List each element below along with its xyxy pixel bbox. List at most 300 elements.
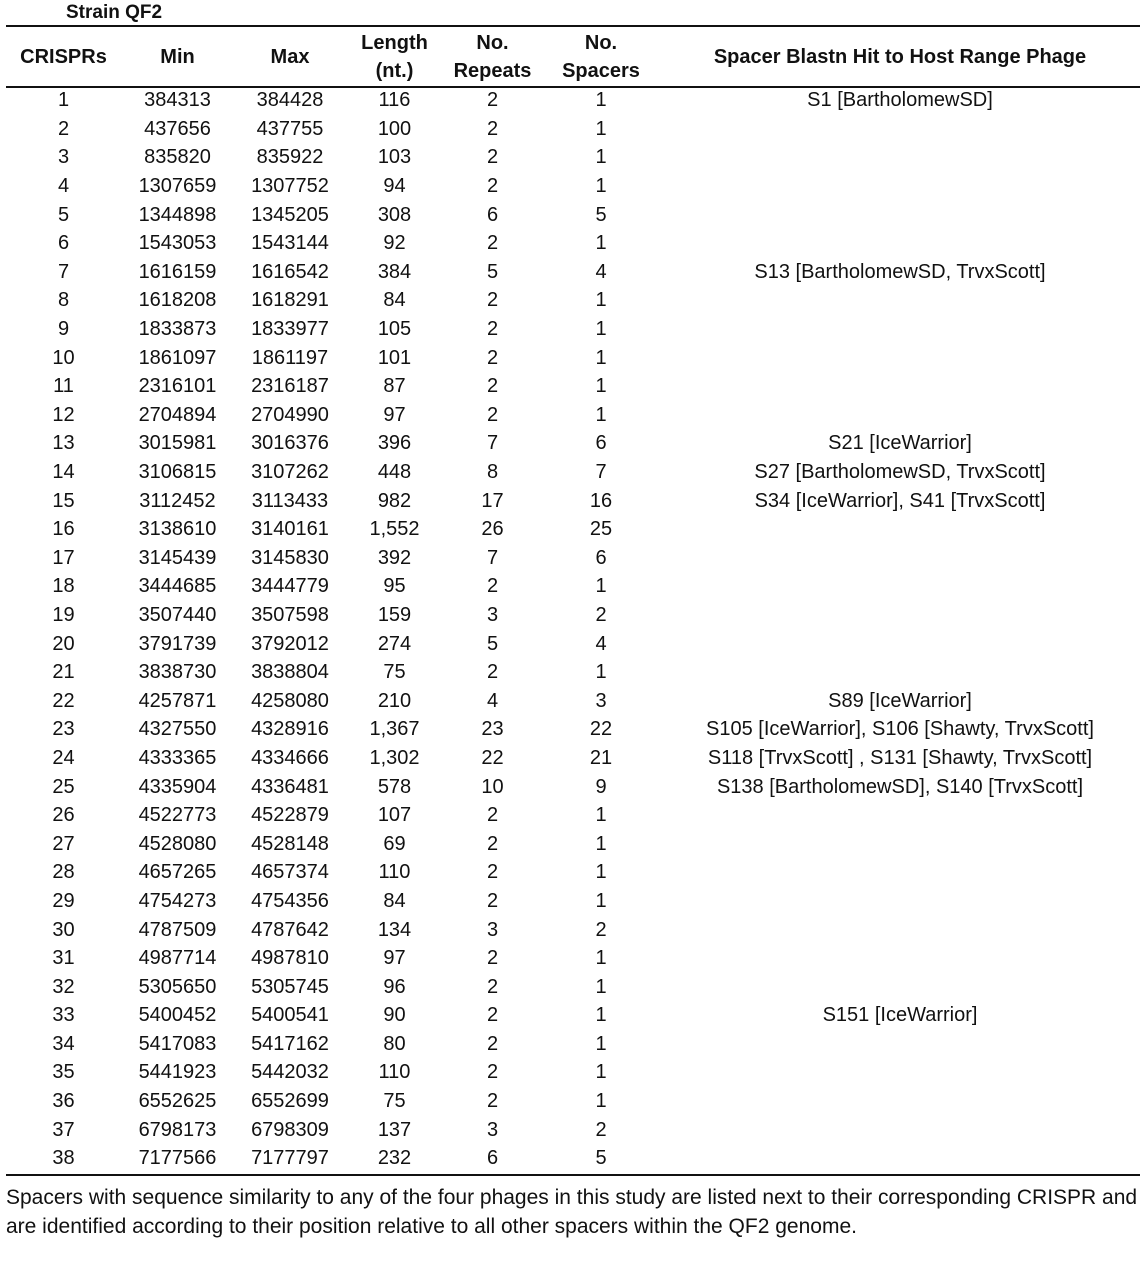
cell-spacers-count: 21 [589,746,613,769]
cell-crispr-number: 30 [52,918,75,941]
cell-max-position: 1307752 [251,175,329,198]
cell-blastn-hit [660,658,1140,687]
cell-spacers-count: 1 [595,232,607,255]
cell-repeats-count: 2 [486,861,499,884]
cell-spacers-count: 1 [595,889,607,912]
cell-length: 1,302 [369,746,420,769]
cell-repeats-count: 2 [486,289,499,312]
cell-blastn-hit [660,315,1140,344]
cell-length: 84 [383,889,406,912]
cell-max-position: 437755 [256,117,324,140]
header-crisprs: CRISPRs [20,45,107,68]
cell-crispr-number: 38 [52,1147,75,1170]
bottom-rule [6,1174,1140,1176]
cell-min-position: 835820 [144,146,211,169]
cell-min-position: 4787509 [138,918,217,941]
cell-spacers-count: 6 [595,546,607,569]
cell-length: 159 [377,603,412,626]
cell-repeats-count: 5 [486,632,499,655]
header-row [6,27,1140,86]
header-repeats [443,27,542,86]
cell-repeats-count: 2 [486,146,499,169]
cell-repeats-count: 23 [481,718,504,741]
cell-crispr-number: 7 [57,260,70,283]
cell-min-position: 3145439 [138,546,217,569]
cell-spacers-count: 1 [595,975,607,998]
cell-crispr-number: 35 [52,1061,75,1084]
cell-crispr-number: 36 [52,1090,75,1113]
cell-length: 69 [383,832,406,855]
cell-length: 308 [377,203,412,226]
cell-length: 80 [383,1032,406,1055]
footnote: Spacers with sequence similarity to any of the four phages in this study are listed next to their corresponding CRISPR and are identified according to their position relative to all other spacers within the QF2 genome. [6,1186,1138,1238]
cell-min-position: 3791739 [138,632,217,655]
cell-blastn-hit [660,1058,1140,1087]
cell-min-position: 1616159 [138,260,217,283]
table-row [6,629,1140,658]
cell-min-position: 5441923 [138,1061,217,1084]
header-length [346,27,443,86]
cell-min-position: 2316101 [138,375,217,398]
cell-spacers-count: 22 [589,718,613,741]
cell-spacers-count: 3 [595,689,607,712]
table-row [6,1030,1140,1059]
cell-spacers-count: 1 [595,575,607,598]
cell-min-position: 3838730 [138,661,217,684]
cell-max-position: 1543144 [251,232,329,255]
cell-min-position: 4657265 [138,861,217,884]
table-row [6,658,1140,687]
cell-crispr-number: 19 [52,603,75,626]
cell-min-position: 3507440 [138,603,217,626]
cell-repeats-count: 22 [481,746,504,769]
table-row [6,315,1140,344]
cell-length: 134 [377,918,412,941]
cell-blastn-hit [660,229,1140,258]
cell-blastn-hit [660,601,1140,630]
cell-max-position: 6798309 [251,1118,329,1141]
cell-crispr-number: 27 [52,832,75,855]
cell-spacers-count: 5 [595,1147,607,1170]
cell-length: 84 [383,289,406,312]
cell-length: 107 [377,804,412,827]
cell-blastn-hit: S89 [IceWarrior] [828,689,972,712]
cell-length: 274 [377,632,412,655]
cell-max-position: 384428 [256,89,324,112]
cell-repeats-count: 2 [486,1090,499,1113]
cell-blastn-hit [660,944,1140,973]
cell-blastn-hit: S13 [BartholomewSD, TrvxScott] [754,260,1046,283]
cell-repeats-count: 2 [486,804,499,827]
cell-max-position: 3107262 [251,461,329,484]
cell-crispr-number: 20 [52,632,75,655]
cell-crispr-number: 1 [57,89,70,112]
cell-max-position: 1861197 [251,346,329,369]
cell-spacers-count: 1 [595,318,607,341]
table-row [6,1144,1140,1173]
table-row [6,858,1140,887]
cell-max-position: 3016376 [251,432,329,455]
cell-length: 116 [378,89,411,112]
header-blastn-hit: Spacer Blastn Hit to Host Range Phage [713,45,1087,68]
cell-spacers-count: 1 [595,175,607,198]
cell-max-position: 3113433 [251,489,329,512]
cell-blastn-hit [660,115,1140,144]
cell-crispr-number: 4 [57,175,70,198]
cell-repeats-count: 2 [486,346,499,369]
header-length-line1: Length [361,31,428,54]
cell-spacers-count: 2 [595,918,607,941]
cell-length: 75 [383,1090,406,1113]
cell-blastn-hit: S21 [IceWarrior] [828,432,972,455]
cell-min-position: 4257871 [138,689,217,712]
cell-blastn-hit: S151 [IceWarrior] [822,1004,978,1027]
crispr-table [6,27,1140,1173]
cell-crispr-number: 2 [57,117,70,140]
cell-spacers-count: 7 [595,461,607,484]
cell-min-position: 5417083 [138,1032,217,1055]
cell-blastn-hit [660,372,1140,401]
cell-min-position: 384313 [144,89,211,112]
cell-spacers-count: 1 [595,832,607,855]
cell-blastn-hit [660,972,1140,1001]
cell-blastn-hit: S27 [BartholomewSD, TrvxScott] [754,461,1046,484]
table-row [6,115,1140,144]
cell-max-position: 4258080 [251,689,329,712]
cell-min-position: 3444685 [138,575,217,598]
header-repeats-line1: No. [476,31,509,54]
table-row [6,172,1140,201]
table-row [6,515,1140,544]
cell-repeats-count: 6 [486,203,499,226]
cell-spacers-count: 1 [595,1032,607,1055]
cell-repeats-count: 4 [486,689,499,712]
cell-spacers-count: 9 [595,775,607,798]
header-repeats-line2: Repeats [453,59,532,82]
cell-repeats-count: 6 [486,1147,499,1170]
header-spacers [542,27,660,86]
table-row [6,401,1140,430]
table-row [6,143,1140,172]
cell-min-position: 1307659 [138,175,217,198]
cell-min-position: 4335904 [138,775,217,798]
cell-repeats-count: 26 [481,518,504,541]
table-row [6,544,1140,573]
cell-min-position: 3112452 [139,489,216,512]
cell-max-position: 4334666 [251,746,329,769]
cell-length: 578 [377,775,412,798]
cell-max-position: 4328916 [251,718,329,741]
table-row [6,915,1140,944]
table-title: Strain QF2 [66,2,163,23]
cell-spacers-count: 1 [595,346,607,369]
cell-min-position: 6798173 [138,1118,217,1141]
cell-blastn-hit [660,1087,1140,1116]
cell-spacers-count: 2 [595,603,607,626]
cell-min-position: 4754273 [138,889,217,912]
table-row [6,286,1140,315]
cell-spacers-count: 5 [595,203,607,226]
cell-blastn-hit [660,858,1140,887]
cell-blastn-hit: S118 [TrvxScott] , S131 [Shawty, TrvxScott] [707,746,1093,769]
cell-max-position: 5417162 [251,1032,329,1055]
table-row [6,829,1140,858]
cell-repeats-count: 2 [486,832,499,855]
cell-repeats-count: 2 [486,375,499,398]
cell-max-position: 1345205 [251,203,329,226]
cell-max-position: 3792012 [251,632,329,655]
cell-crispr-number: 5 [57,203,70,226]
table-row [6,601,1140,630]
cell-crispr-number: 31 [52,947,75,970]
cell-length: 384 [377,260,412,283]
table-row [6,801,1140,830]
table-row [6,429,1140,458]
cell-spacers-count: 4 [595,260,607,283]
table-row [6,1115,1140,1144]
cell-spacers-count: 1 [595,117,607,140]
cell-spacers-count: 1 [595,146,607,169]
cell-blastn-hit [660,286,1140,315]
cell-blastn-hit [660,143,1140,172]
cell-length: 75 [383,661,406,684]
cell-min-position: 1543053 [138,232,217,255]
cell-spacers-count: 1 [595,375,607,398]
cell-length: 110 [378,861,411,884]
cell-repeats-count: 2 [486,175,499,198]
cell-repeats-count: 2 [486,1061,499,1084]
cell-blastn-hit [660,572,1140,601]
cell-spacers-count: 1 [595,804,607,827]
cell-spacers-count: 2 [595,1118,607,1141]
cell-max-position: 6552699 [251,1090,329,1113]
cell-spacers-count: 1 [595,1061,607,1084]
cell-min-position: 3015981 [138,432,217,455]
cell-max-position: 1616542 [251,260,329,283]
cell-max-position: 3145830 [251,546,329,569]
cell-crispr-number: 26 [52,804,75,827]
cell-blastn-hit: S138 [BartholomewSD], S140 [TrvxScott] [716,775,1084,798]
cell-max-position: 5400541 [251,1004,329,1027]
cell-max-position: 5305745 [251,975,329,998]
cell-min-position: 4327550 [138,718,217,741]
cell-blastn-hit [660,401,1140,430]
cell-max-position: 3507598 [251,603,329,626]
cell-crispr-number: 22 [52,689,75,712]
cell-min-position: 1833873 [138,318,217,341]
cell-min-position: 1344898 [138,203,217,226]
cell-length: 1,367 [369,718,420,741]
cell-blastn-hit [660,1144,1140,1173]
table-row [6,458,1140,487]
cell-repeats-count: 2 [486,318,499,341]
cell-min-position: 5400452 [138,1004,217,1027]
cell-blastn-hit: S34 [IceWarrior], S41 [TrvxScott] [754,489,1046,512]
cell-max-position: 4528148 [251,832,329,855]
table-row [6,343,1140,372]
header-max: Max [270,45,310,68]
cell-max-position: 4336481 [251,775,329,798]
cell-length: 232 [377,1147,412,1170]
cell-spacers-count: 1 [595,861,607,884]
cell-crispr-number: 14 [52,461,75,484]
cell-max-position: 1618291 [251,289,329,312]
cell-length: 100 [377,117,412,140]
cell-min-position: 3106815 [138,461,217,484]
cell-max-position: 835922 [256,146,324,169]
cell-max-position: 4522879 [251,804,329,827]
cell-crispr-number: 3 [57,146,70,169]
cell-length: 392 [377,546,412,569]
header-spacers-line2: Spacers [562,59,640,82]
cell-blastn-hit: S1 [BartholomewSD] [807,89,993,112]
table-row [6,229,1140,258]
cell-blastn-hit [660,1030,1140,1059]
cell-min-position: 4987714 [138,947,217,970]
cell-crispr-number: 24 [52,746,75,769]
cell-length: 90 [383,1004,406,1027]
cell-blastn-hit [660,887,1140,916]
cell-repeats-count: 3 [486,1118,499,1141]
table-body [6,86,1140,1173]
cell-length: 97 [383,403,406,426]
cell-crispr-number: 28 [52,861,75,884]
cell-max-position: 7177797 [251,1147,329,1170]
table-row [6,86,1140,115]
cell-min-position: 5305650 [138,975,217,998]
cell-min-position: 3138610 [138,518,217,541]
cell-max-position: 4657374 [251,861,329,884]
cell-max-position: 2316187 [251,375,329,398]
cell-repeats-count: 2 [486,232,499,255]
cell-blastn-hit [660,829,1140,858]
cell-length: 101 [377,346,412,369]
cell-blastn-hit [660,515,1140,544]
cell-repeats-count: 8 [486,461,499,484]
cell-blastn-hit [660,544,1140,573]
cell-blastn-hit [660,200,1140,229]
cell-repeats-count: 2 [486,575,499,598]
table-row [6,1058,1140,1087]
cell-crispr-number: 16 [52,518,75,541]
cell-max-position: 5442032 [251,1061,329,1084]
cell-blastn-hit [660,629,1140,658]
table-row [6,972,1140,1001]
cell-spacers-count: 1 [595,89,607,112]
cell-crispr-number: 6 [57,232,70,255]
cell-crispr-number: 15 [52,489,75,512]
cell-min-position: 2704894 [138,403,217,426]
cell-length: 94 [383,175,406,198]
cell-repeats-count: 2 [486,89,499,112]
cell-length: 97 [383,947,406,970]
cell-crispr-number: 13 [52,432,75,455]
table-row [6,1001,1140,1030]
cell-length: 448 [377,461,412,484]
cell-max-position: 3140161 [251,518,329,541]
table-row [6,887,1140,916]
cell-length: 1,552 [369,518,420,541]
cell-max-position: 2704990 [251,403,329,426]
cell-crispr-number: 9 [57,318,70,341]
cell-crispr-number: 21 [52,661,75,684]
cell-max-position: 4754356 [251,889,329,912]
cell-crispr-number: 32 [52,975,75,998]
cell-repeats-count: 5 [486,260,499,283]
cell-blastn-hit [660,801,1140,830]
cell-length: 982 [377,489,412,512]
cell-repeats-count: 2 [486,947,499,970]
cell-repeats-count: 7 [486,432,499,455]
cell-repeats-count: 3 [486,918,499,941]
cell-spacers-count: 6 [595,432,607,455]
table-row [6,1087,1140,1116]
table-row [6,772,1140,801]
cell-crispr-number: 11 [53,375,74,398]
cell-length: 137 [377,1118,412,1141]
cell-crispr-number: 25 [52,775,75,798]
cell-spacers-count: 1 [595,947,607,970]
cell-spacers-count: 1 [595,1004,607,1027]
cell-min-position: 4333365 [138,746,217,769]
cell-max-position: 4987810 [251,947,329,970]
cell-spacers-count: 4 [595,632,607,655]
table-row [6,200,1140,229]
cell-repeats-count: 2 [486,661,499,684]
cell-blastn-hit [660,915,1140,944]
header-min: Min [160,45,195,68]
cell-min-position: 1618208 [138,289,217,312]
cell-length: 396 [377,432,412,455]
cell-max-position: 3838804 [251,661,329,684]
cell-min-position: 7177566 [138,1147,217,1170]
cell-min-position: 1861097 [138,346,217,369]
cell-blastn-hit [660,172,1140,201]
table-row [6,686,1140,715]
cell-repeats-count: 10 [481,775,504,798]
cell-repeats-count: 17 [481,489,504,512]
cell-length: 92 [383,232,406,255]
table-row [6,944,1140,973]
cell-blastn-hit: S105 [IceWarrior], S106 [Shawty, TrvxScott] [706,718,1094,741]
cell-spacers-count: 25 [589,518,613,541]
cell-length: 210 [377,689,412,712]
cell-spacers-count: 1 [595,289,607,312]
cell-crispr-number: 29 [52,889,75,912]
cell-repeats-count: 2 [486,1004,499,1027]
cell-crispr-number: 23 [52,718,75,741]
table-row [6,715,1140,744]
table-row [6,258,1140,287]
cell-crispr-number: 34 [52,1032,75,1055]
cell-length: 96 [383,975,406,998]
table-row [6,372,1140,401]
table-row [6,744,1140,773]
cell-min-position: 4522773 [138,804,217,827]
cell-length: 87 [383,375,406,398]
cell-repeats-count: 3 [486,603,499,626]
cell-repeats-count: 2 [486,117,499,140]
cell-length: 110 [378,1061,411,1084]
cell-repeats-count: 7 [486,546,499,569]
cell-crispr-number: 37 [52,1118,75,1141]
cell-blastn-hit [660,343,1140,372]
cell-max-position: 1833977 [251,318,329,341]
cell-length: 95 [383,575,406,598]
cell-repeats-count: 2 [486,975,499,998]
cell-length: 103 [377,146,412,169]
cell-spacers-count: 1 [595,661,607,684]
